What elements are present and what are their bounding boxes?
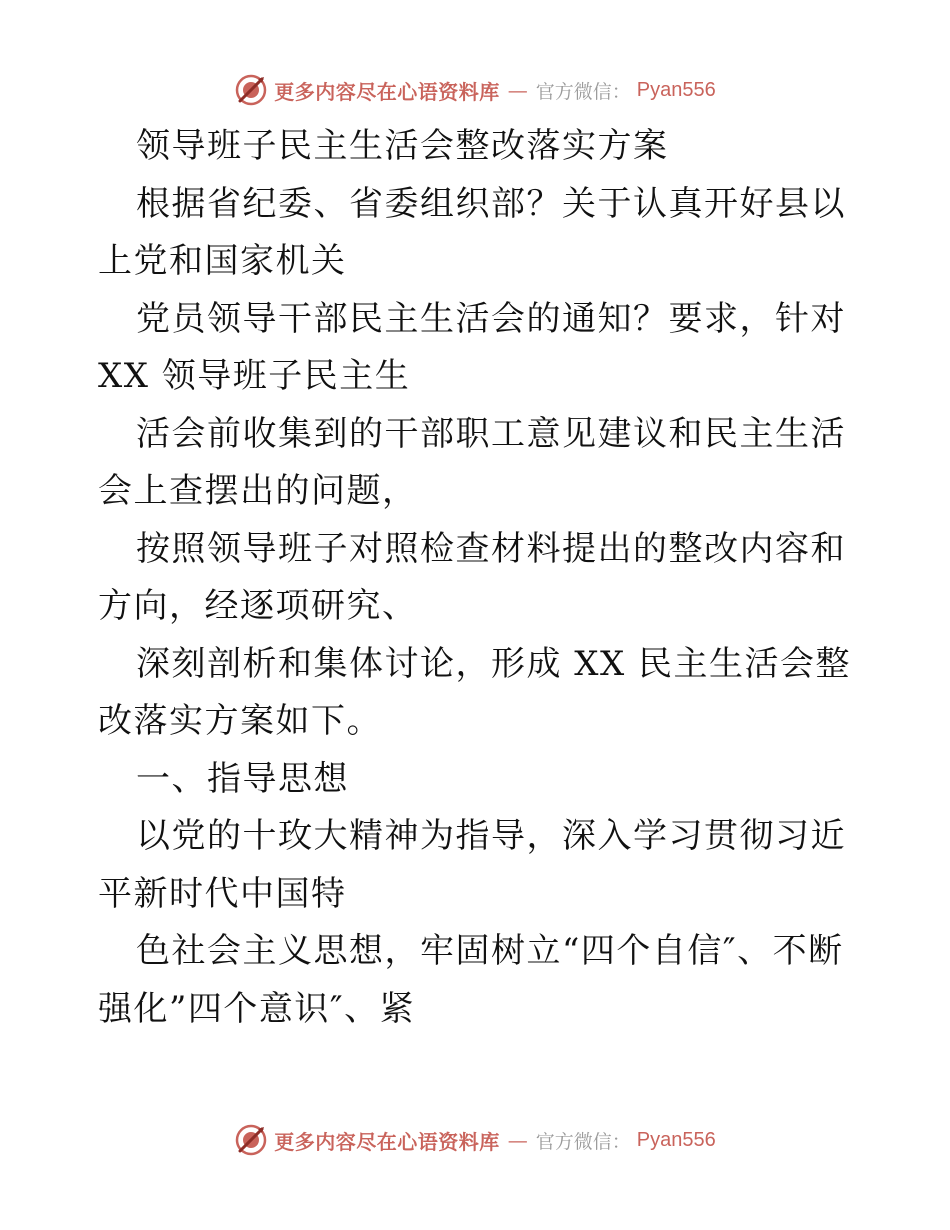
quill-logo-icon [234, 73, 268, 107]
header-watermark [0, 70, 950, 110]
watermark-wechat-label: 官方微信： [535, 80, 631, 103]
quill-logo-icon [234, 1123, 268, 1157]
watermark-inner [234, 73, 715, 107]
footer-watermark [0, 1120, 950, 1160]
section-heading: 一、指导思想 [136, 758, 349, 799]
watermark-title: 更多内容尽在心语资料库 [274, 79, 500, 104]
paragraph: 深刻剖析和集体讨论，形成 XX 民主生活会整改落实方案如下。 [98, 643, 852, 741]
watermark-wechat-id: Pyan556 [636, 78, 716, 101]
paragraph: 色社会主义思想，牢固树立“四个自信″、不断强化”四个意识″、紧 [98, 931, 844, 1029]
paragraph: 按照领导班子对照检查材料提出的整改内容和方向，经逐项研究、 [98, 528, 846, 626]
watermark-title: 更多内容尽在心语资料库 [274, 1129, 500, 1154]
document-body [98, 118, 858, 1038]
watermark-wechat-label: 官方微信： [535, 1130, 631, 1153]
watermark-inner [234, 1123, 715, 1157]
paragraph: 根据省纪委、省委组织部？关于认真开好县以上党和国家机关 [98, 183, 846, 281]
paragraph: 活会前收集到的干部职工意见建议和民主生活会上查摆出的问题， [98, 413, 846, 511]
paragraph: 党员领导干部民主生活会的通知？要求，针对XX 领导班子民主生 [98, 298, 846, 396]
document-title: 领导班子民主生活会整改落实方案 [136, 126, 669, 166]
paragraph: 以党的十玫大精神为指导，深入学习贯彻习近平新时代中国特 [98, 816, 846, 914]
watermark-wechat-id: Pyan556 [636, 1128, 716, 1151]
watermark-separator: — [507, 78, 528, 102]
watermark-separator: — [507, 1128, 528, 1152]
